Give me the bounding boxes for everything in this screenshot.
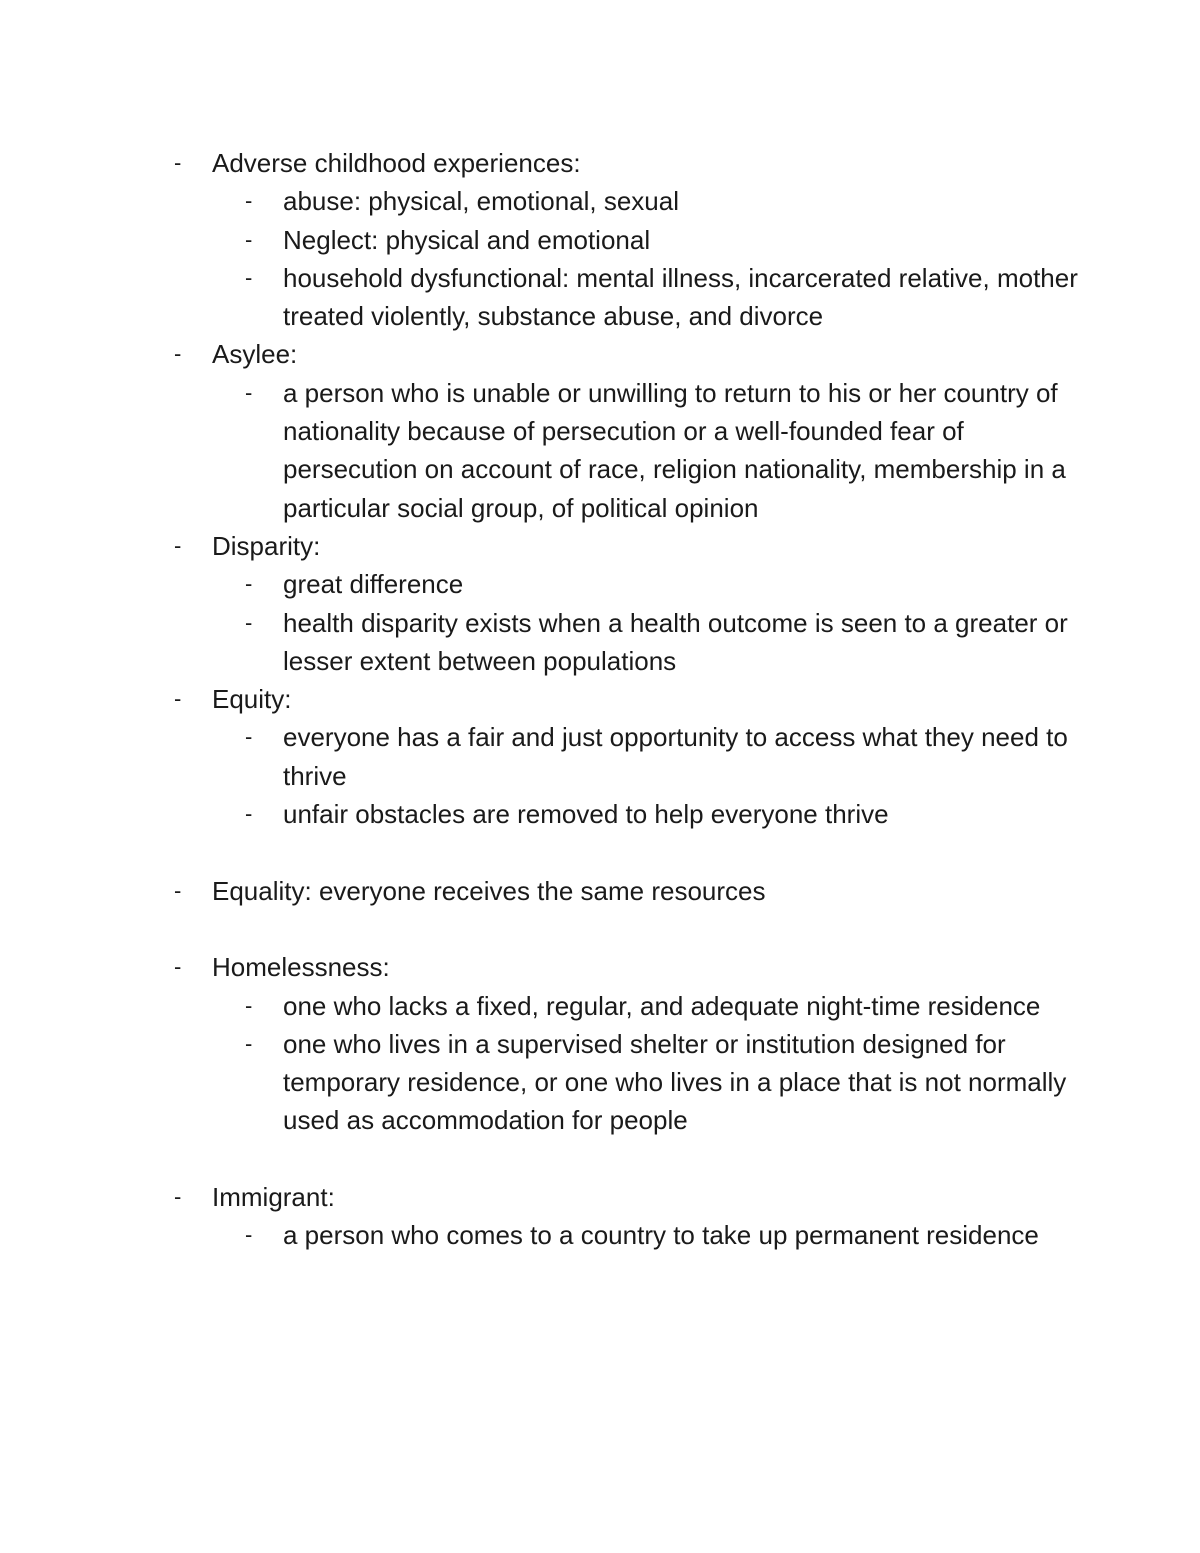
term-immigrant: [172, 1178, 1092, 1255]
term-equality: [172, 872, 1092, 910]
term-label: Equality: everyone receives the same resources: [212, 875, 766, 906]
bullet-dash: -: [245, 571, 253, 597]
definition-text: a person who comes to a country to take up permanent residence: [283, 1220, 1039, 1251]
bullet-dash: -: [245, 379, 253, 405]
definition-points: [243, 1216, 1092, 1254]
definition-point: [243, 795, 1092, 833]
term-label: Homelessness:: [212, 952, 390, 983]
term-label: Equity:: [212, 684, 292, 715]
bullet-dash: -: [245, 724, 253, 750]
definition-point: [243, 182, 1092, 220]
definition-text: household dysfunctional: mental illness, incarcerated relative, mother treated violently, substance abuse, and divorce: [283, 262, 1078, 332]
bullet-dash: -: [174, 686, 182, 712]
definition-point: [243, 1025, 1092, 1140]
definition-points: [243, 987, 1092, 1140]
definition-text: a person who is unable or unwilling to return to his or her country of nationality because of persecution or a well-founded fear of persecution on account of race, religion nationality, membership in a particular social group, of political opinion: [283, 377, 1066, 523]
bullet-dash: -: [245, 1030, 253, 1056]
definition-text: great difference: [283, 569, 464, 600]
definition-point: [243, 221, 1092, 259]
definition-points: [243, 182, 1092, 335]
term-equity: [172, 680, 1092, 833]
definition-text: health disparity exists when a health outcome is seen to a greater or lesser extent between populations: [283, 607, 1068, 676]
term-adverse-childhood-experiences: [172, 144, 1092, 335]
bullet-dash: -: [245, 188, 253, 214]
term-homelessness: [172, 948, 1092, 1139]
bullet-dash: -: [245, 1222, 253, 1248]
definition-point: [243, 604, 1092, 681]
definition-point: [243, 718, 1092, 795]
definition-text: abuse: physical, emotional, sexual: [283, 186, 680, 217]
bullet-dash: -: [174, 877, 182, 903]
term-label: Asylee:: [212, 339, 298, 370]
blank-line: [172, 1140, 1092, 1178]
term-label: Immigrant:: [212, 1182, 335, 1213]
bullet-dash: -: [174, 954, 182, 980]
definition-point: [243, 987, 1092, 1025]
definition-point: [243, 259, 1092, 336]
blank-line: [172, 833, 1092, 871]
definition-text: unfair obstacles are removed to help everyone thrive: [283, 799, 889, 830]
definition-points: [243, 565, 1092, 680]
bullet-dash: -: [174, 1184, 182, 1210]
term-label: Adverse childhood experiences:: [212, 148, 581, 178]
definition-points: [243, 718, 1092, 833]
term-label: Disparity:: [212, 530, 321, 561]
bullet-dash: -: [245, 992, 253, 1018]
bullet-dash: -: [245, 801, 253, 827]
definition-text: one who lives in a supervised shelter or institution designed for temporary residence, or one who lives in a place that is not normally used as accommodation for people: [283, 1028, 1067, 1136]
definition-point: [243, 1216, 1092, 1254]
bullet-dash: -: [245, 226, 253, 252]
definition-points: [243, 374, 1092, 527]
term-asylee: [172, 335, 1092, 526]
definition-text: everyone has a fair and just opportunity to access what they need to thrive: [283, 722, 1068, 791]
bullet-dash: -: [245, 609, 253, 635]
bullet-dash: -: [245, 264, 253, 290]
definition-text: one who lacks a fixed, regular, and adequate night-time residence: [283, 990, 1041, 1021]
term-disparity: [172, 527, 1092, 680]
bullet-dash: -: [174, 341, 182, 367]
definition-point: [243, 374, 1092, 527]
definition-point: [243, 565, 1092, 603]
definition-text: Neglect: physical and emotional: [283, 224, 651, 255]
bullet-dash: -: [174, 532, 182, 558]
blank-line: [172, 910, 1092, 948]
definitions-list: [172, 144, 1092, 1255]
bullet-dash: -: [174, 150, 182, 175]
